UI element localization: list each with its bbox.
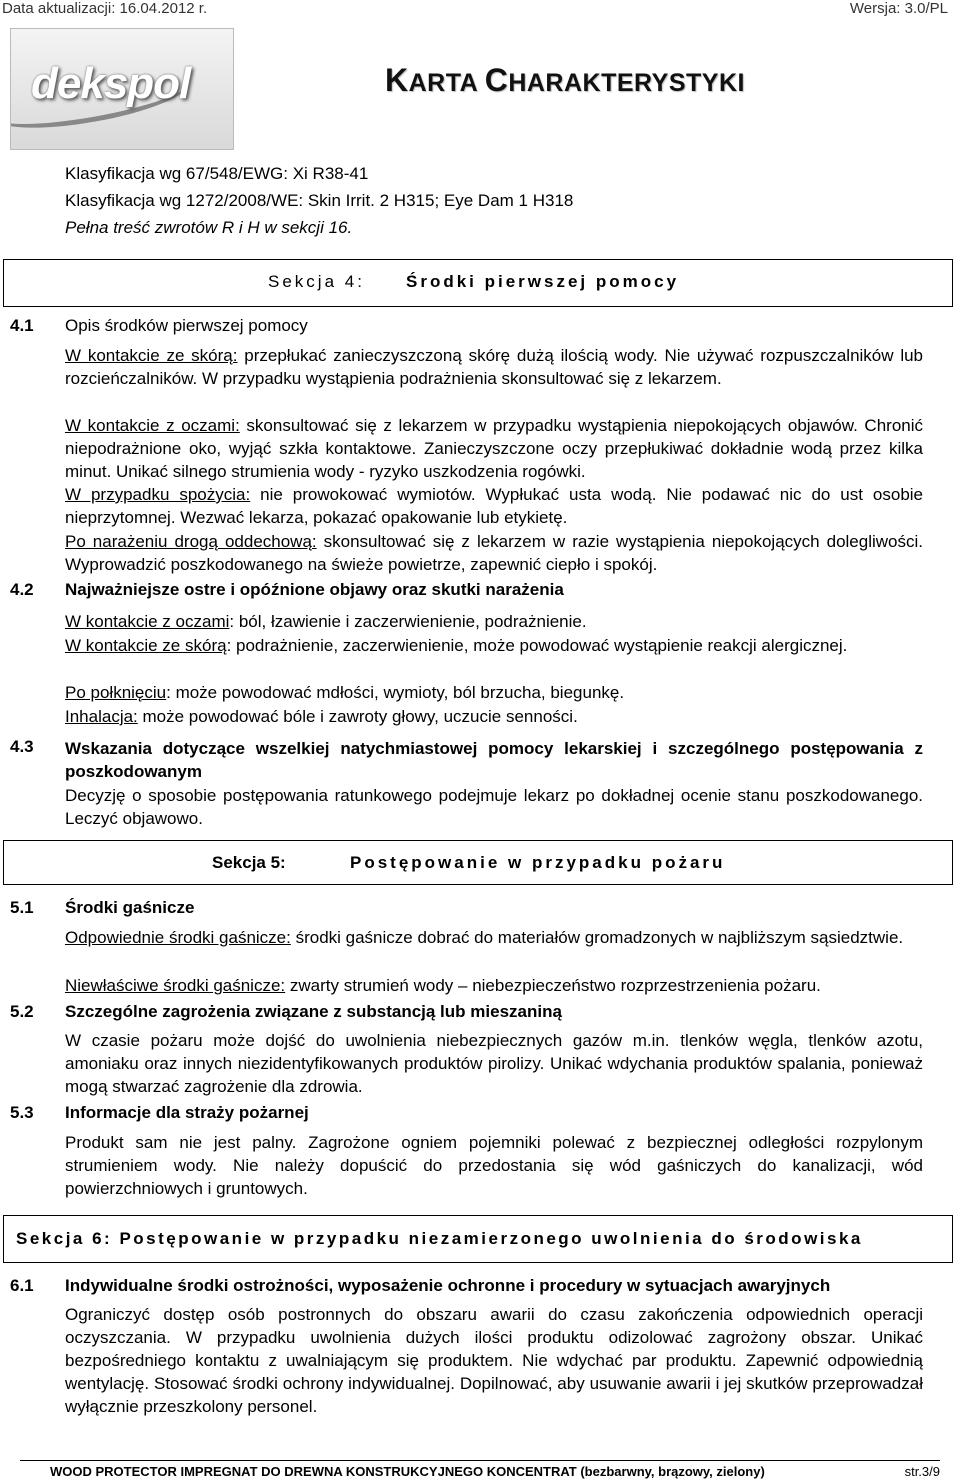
symptoms-eyes: W kontakcie z oczami: ból, łzawienie i zaczerwienienie, podrażnienie. [65, 612, 587, 631]
section-5-label: Sekcja 5: [212, 853, 286, 872]
update-date: Data aktualizacji: 16.04.2012 r. [2, 0, 208, 17]
company-logo [10, 28, 234, 150]
first-aid-ingestion: W przypadku spożycia: nie prowokować wymiotów. Wypłukać usta wodą. Nie podawać nic do ust osobie nieprzytomnej. Wezwać lekarza, pokazać opakowanie lub etykietę. [65, 485, 924, 527]
subsection-4-3-title: Wskazania dotyczące wszelkiej natychmiastowej pomocy lekarskiej i szczególnego postępowania z poszkodowanym [65, 739, 923, 781]
symptoms-inhalation: Inhalacja: może powodować bóle i zawroty głowy, uczucie senności. [65, 707, 578, 726]
subsection-4-1-number: 4.1 [10, 316, 34, 335]
first-aid-eyes: W kontakcie z oczami: skonsultować się z lekarzem w przypadku wystąpienia niepokojących objawów. Chronić niepodrażnione oko, wyjąć szkła kontaktowe. Zanieczyszczone oczy przepłukiwać dokładnie wodą przez kilka minut. Unikać silnego strumienia wody - ryzyko uszkodzenia rogówki. [65, 416, 924, 481]
subsection-5-1-title: Środki gaśnicze [65, 898, 195, 917]
subsection-4-2-title: Najważniejsze ostre i opóźnione objawy oraz skutki narażenia [65, 580, 564, 599]
subsection-6-1-title: Indywidualne środki ostrożności, wyposażenie ochronne i procedury w sytuacjach awaryjnych [65, 1276, 831, 1295]
subsection-6-1-number: 6.1 [10, 1276, 34, 1295]
subsection-4-3-number: 4.3 [10, 737, 34, 756]
subsection-4-2-number: 4.2 [10, 580, 34, 599]
extinguishing-suitable: Odpowiednie środki gaśnicze: środki gaśnicze dobrać do materiałów gromadzonych w najbliższym sąsiedztwie. [65, 928, 904, 947]
footer-page-number: str.3/9 [904, 1464, 940, 1479]
section-5-header [3, 840, 953, 885]
logo-text: dekspol [31, 59, 191, 108]
section-6-header [3, 1215, 953, 1263]
subsection-4-3-text: Decyzję o sposobie postępowania ratunkowego podejmuje lekarz po dokładnej ocenie stanu poszkodowanego. Leczyć objawowo. [65, 786, 923, 828]
symptoms-swallow: Po połknięciu: może powodować mdłości, wymioty, ból brzucha, biegunkę. [65, 683, 625, 702]
section-4-label: Sekcja 4: [268, 272, 365, 291]
first-aid-inhalation: Po narażeniu drogą oddechową: skonsultować się z lekarzem w razie wystąpienia niepokojących dolegliwości. Wyprowadzić poszkodowanego na świeże powietrze, zapewnić ciepło i spokój. [65, 532, 923, 574]
classification-note: Pełna treść zwrotów R i H w sekcji 16. [65, 218, 353, 237]
classification-67-548: Klasyfikacja wg 67/548/EWG: Xi R38-41 [65, 164, 369, 183]
subsection-4-1-title: Opis środków pierwszej pomocy [65, 316, 308, 335]
footer-divider [20, 1460, 940, 1461]
version-label: Wersja: 3.0/PL [849, 0, 948, 17]
subsection-5-2-title: Szczególne zagrożenia związane z substancją lub mieszaniną [65, 1002, 562, 1021]
section-5-title: Postępowanie w przypadku pożaru [350, 853, 726, 872]
section-4-title: Środki pierwszej pomocy [406, 272, 680, 291]
subsection-5-3-title: Informacje dla straży pożarnej [65, 1103, 309, 1122]
symptoms-skin: W kontakcie ze skórą: podrażnienie, zaczerwienienie, może powodować wystąpienie reakcji alergicznej. [65, 636, 848, 655]
subsection-5-3-number: 5.3 [10, 1103, 34, 1122]
section-4-header [3, 259, 953, 307]
classification-1272-2008: Klasyfikacja wg 1272/2008/WE: Skin Irrit. 2 H315; Eye Dam 1 H318 [65, 191, 574, 210]
subsection-5-1-number: 5.1 [10, 898, 34, 917]
document-title: KARTA CHARAKTERYSTYKI [385, 62, 745, 98]
extinguishing-unsuitable: Niewłaściwe środki gaśnicze: zwarty strumień wody – niebezpieczeństwo rozprzestrzenienia pożaru. [65, 976, 821, 995]
subsection-5-2-text: W czasie pożaru może dojść do uwolnienia niebezpiecznych gazów m.in. tlenków węgla, tlenków azotu, amoniaku oraz innych niezidentyfikowanych produktów pirolizy. Unikać wdychania produktów spalania, ponieważ mogą stwarzać zagrożenie dla zdrowia. [65, 1031, 923, 1096]
section-6-title: Sekcja 6: Postępowanie w przypadku niezamierzonego uwolnienia do środowiska [16, 1229, 863, 1248]
footer-product-name: WOOD PROTECTOR IMPREGNAT DO DREWNA KONSTRUKCYJNEGO KONCENTRAT (bezbarwny, brązowy, zielony) [50, 1464, 765, 1479]
subsection-5-2-number: 5.2 [10, 1002, 34, 1021]
subsection-6-1-text: Ograniczyć dostęp osób postronnych do obszaru awarii do czasu zakończenia odpowiednich operacji oczyszczania. W przypadku uwolnienia dużych ilości produktu odizolować zagrożony obszar. Unikać bezpośredniego kontaktu z uwalniającym się produktem. Nie wdychać par produktu. Zapewnić odpowiednią wentylację. Stosować środki ochrony indywidualnej. Dopilnować, aby usuwanie awarii i jej skutków przeprowadzał wyłącznie przeszkolony personel. [65, 1305, 923, 1416]
first-aid-skin: W kontakcie ze skórą: przepłukać zanieczyszczoną skórę dużą ilością wody. Nie używać rozpuszczalników lub rozcieńczalników. W przypadku wystąpienia podrażnienia skonsultować się z lekarzem. [65, 346, 924, 388]
subsection-5-3-text: Produkt sam nie jest palny. Zagrożone ogniem pojemniki polewać z bezpiecznej odległości rozpylonym strumieniem wody. Nie należy dopuścić do przedostania się wód gaśniczych do kanalizacji, wód powierzchniowych i gruntowych. [65, 1133, 923, 1198]
